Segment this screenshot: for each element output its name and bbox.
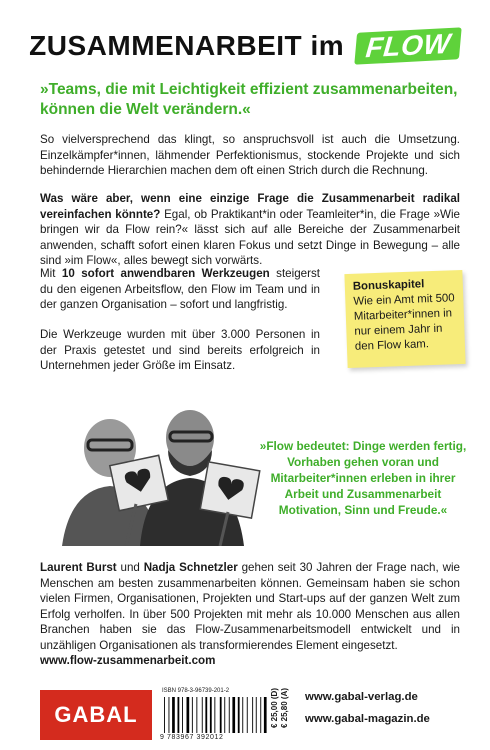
title-main: ZUSAMMENARBEIT im [29,30,345,61]
tools-post: steigerst du den eigenen Arbeitsflow, den Flow im Team und in der ganzen Organisation – sofort und langfristig. [40,267,320,311]
isbn-label: ISBN 978-3-96739-201-2 [162,688,230,694]
note-heading: Bonuskapitel [352,278,425,293]
barcode-bars [164,697,267,733]
authors-photo-illustration [40,400,270,546]
price-de: € 25,00 (D) [270,688,279,729]
gabal-logo: GABAL [40,690,152,740]
price-block [270,688,290,728]
title-flow-badge: FLOW [355,27,463,64]
paragraph-tested: Die Werkzeuge wurden mit über 3.000 Personen in der Praxis getestet und sind bereits erfolgreich in Unternehmen jeder Größe im Einsatz. [40,328,320,372]
paragraph-question [40,191,460,269]
link-verlag[interactable]: www.gabal-verlag.de [305,691,418,703]
website-link[interactable]: www.flow-zusammenarbeit.com [40,654,216,667]
author-1: Laurent Burst [40,561,117,574]
barcode-digits: 9 783967 392012 [160,734,224,741]
tools-pre: Mit [40,267,62,280]
price-at: € 25,80 (A) [280,688,289,729]
publisher-links [305,686,430,730]
authors-rest: gehen seit 30 Jahren der Frage nach, wie Menschen am besten zusammenarbeiten können. Gemeinsam haben sie schon vielen Firmen, Organisationen, Projekten und Start-ups auf der ganzen Welt zum Erfolg verholfen. In über 500 Projekten mit mehr als 10.000 Menschen aus allen Branchen haben sie das Flow-Zusammenarbeitsmodell entwickelt und in unzähligen Organisationen als transformierendes Element eingesetzt. [40,561,460,652]
authors-photo [40,400,270,546]
bonus-sticky-note [344,270,465,368]
book-title [0,27,490,64]
lead-quote: »Teams, die mit Leichtigkeit effizient zusammenarbeiten, können die Welt verändern.« [40,81,458,118]
question-rest: Egal, ob Praktikant*in oder Teamleiter*in, die Frage »Wie bringen wir da Flow rein?« lässt sich auf alle Bereiche der Zusammenarbeit anwenden, schafft sofort einen klaren Fokus und setzt Dinge in Bewegung – alle sind »im Flow«, alles bewegt sich vorwärts. [40,207,460,267]
tools-bold: 10 sofort anwendbaren Werkzeugen [61,267,270,280]
author-and: und [116,561,144,574]
question-bold: Was wäre aber, wenn eine einzige Frage die Zusammenarbeit radikal vereinfachen könnte? [40,192,460,221]
photo-quote: »Flow bedeutet: Dinge werden fertig, Vorhaben gehen voran und Mitarbeiter*innen erleben in ihrer Arbeit und Zusammenarbeit Motivation, Sinn und Freude.« [259,439,467,517]
note-body: Wie ein Amt mit 500 Mitarbeiter*innen in nur einem Jahr in den Flow kam. [353,292,455,353]
author-2: Nadja Schnetzler [143,561,238,574]
paragraph-tools [40,266,320,313]
paragraph-authors [40,560,460,653]
paragraph-intro: So vielversprechend das klingt, so anspruchsvoll ist auch die Umsetzung. Einzelkämpfer*innen, lähmender Perfektionismus, stockende Projekte und sich behindernde Hierarchien machen dem oft einen Strich durch die Rechnung. [40,133,460,177]
link-magazin[interactable]: www.gabal-magazin.de [305,713,430,725]
